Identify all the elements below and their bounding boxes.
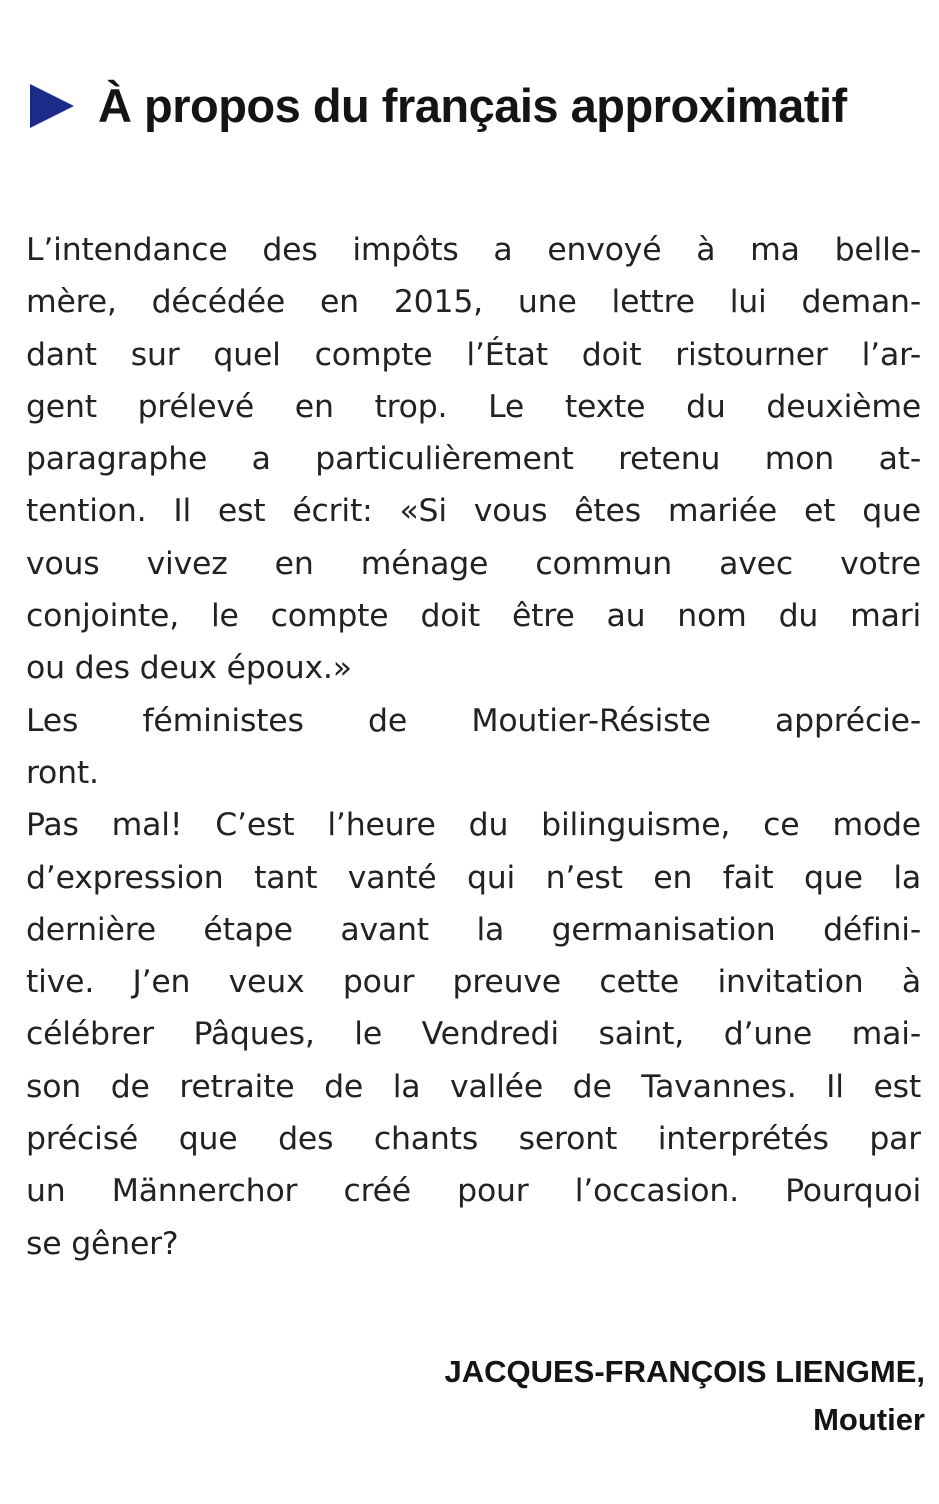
- letter-line: dernière étape avant la germanisation défini-: [26, 911, 921, 948]
- letter-line: célébrer Pâques, le Vendredi saint, d’une mai-: [26, 1016, 921, 1053]
- letter-line: conjointe, le compte doit être au nom du mari: [26, 598, 921, 635]
- letter-line: mère, décédée en 2015, une lettre lui deman-: [26, 284, 921, 321]
- author-location: Moutier: [813, 1402, 925, 1437]
- letter-line: ront.: [26, 754, 99, 791]
- letter-line: Pas mal! C’est l’heure du bilinguisme, ce mode: [26, 807, 921, 844]
- letter-line: précisé que des chants seront interprétés par: [26, 1121, 921, 1158]
- letter-line: tention. Il est écrit: «Si vous êtes mariée et que: [26, 493, 921, 530]
- article-title: À propos du français approximatif: [98, 79, 847, 132]
- letter-line: dant sur quel compte l’État doit ristourner l’ar-: [26, 336, 921, 373]
- letter-line: gent prélevé en trop. Le texte du deuxième: [26, 388, 921, 425]
- letter-line: paragraphe a particulièrement retenu mon at-: [26, 441, 921, 478]
- triangle-arrow-icon: [30, 84, 74, 128]
- letter-line: son de retraite de la vallée de Tavannes. Il est: [26, 1068, 921, 1105]
- letter-line: d’expression tant vanté qui n’est en fait que la: [26, 859, 921, 896]
- letter-line: tive. J’en veux pour preuve cette invitation à: [26, 964, 921, 1001]
- letter-line: vous vivez en ménage commun avec votre: [26, 545, 921, 582]
- letter-line: ou des deux époux.»: [26, 650, 352, 687]
- letter-line: Les féministes de Moutier-Résiste apprécie-: [26, 702, 921, 739]
- signature-block: [444, 1348, 925, 1444]
- letter-line: L’intendance des impôts a envoyé à ma belle-: [26, 232, 921, 268]
- letter-line: un Männerchor créé pour l’occasion. Pourquoi: [26, 1173, 921, 1210]
- author-name: JACQUES-FRANÇOIS LIENGME,: [444, 1354, 925, 1389]
- letter-line: se gêner?: [26, 1225, 179, 1262]
- article-heading: [30, 78, 847, 133]
- letter-body: [26, 224, 921, 1270]
